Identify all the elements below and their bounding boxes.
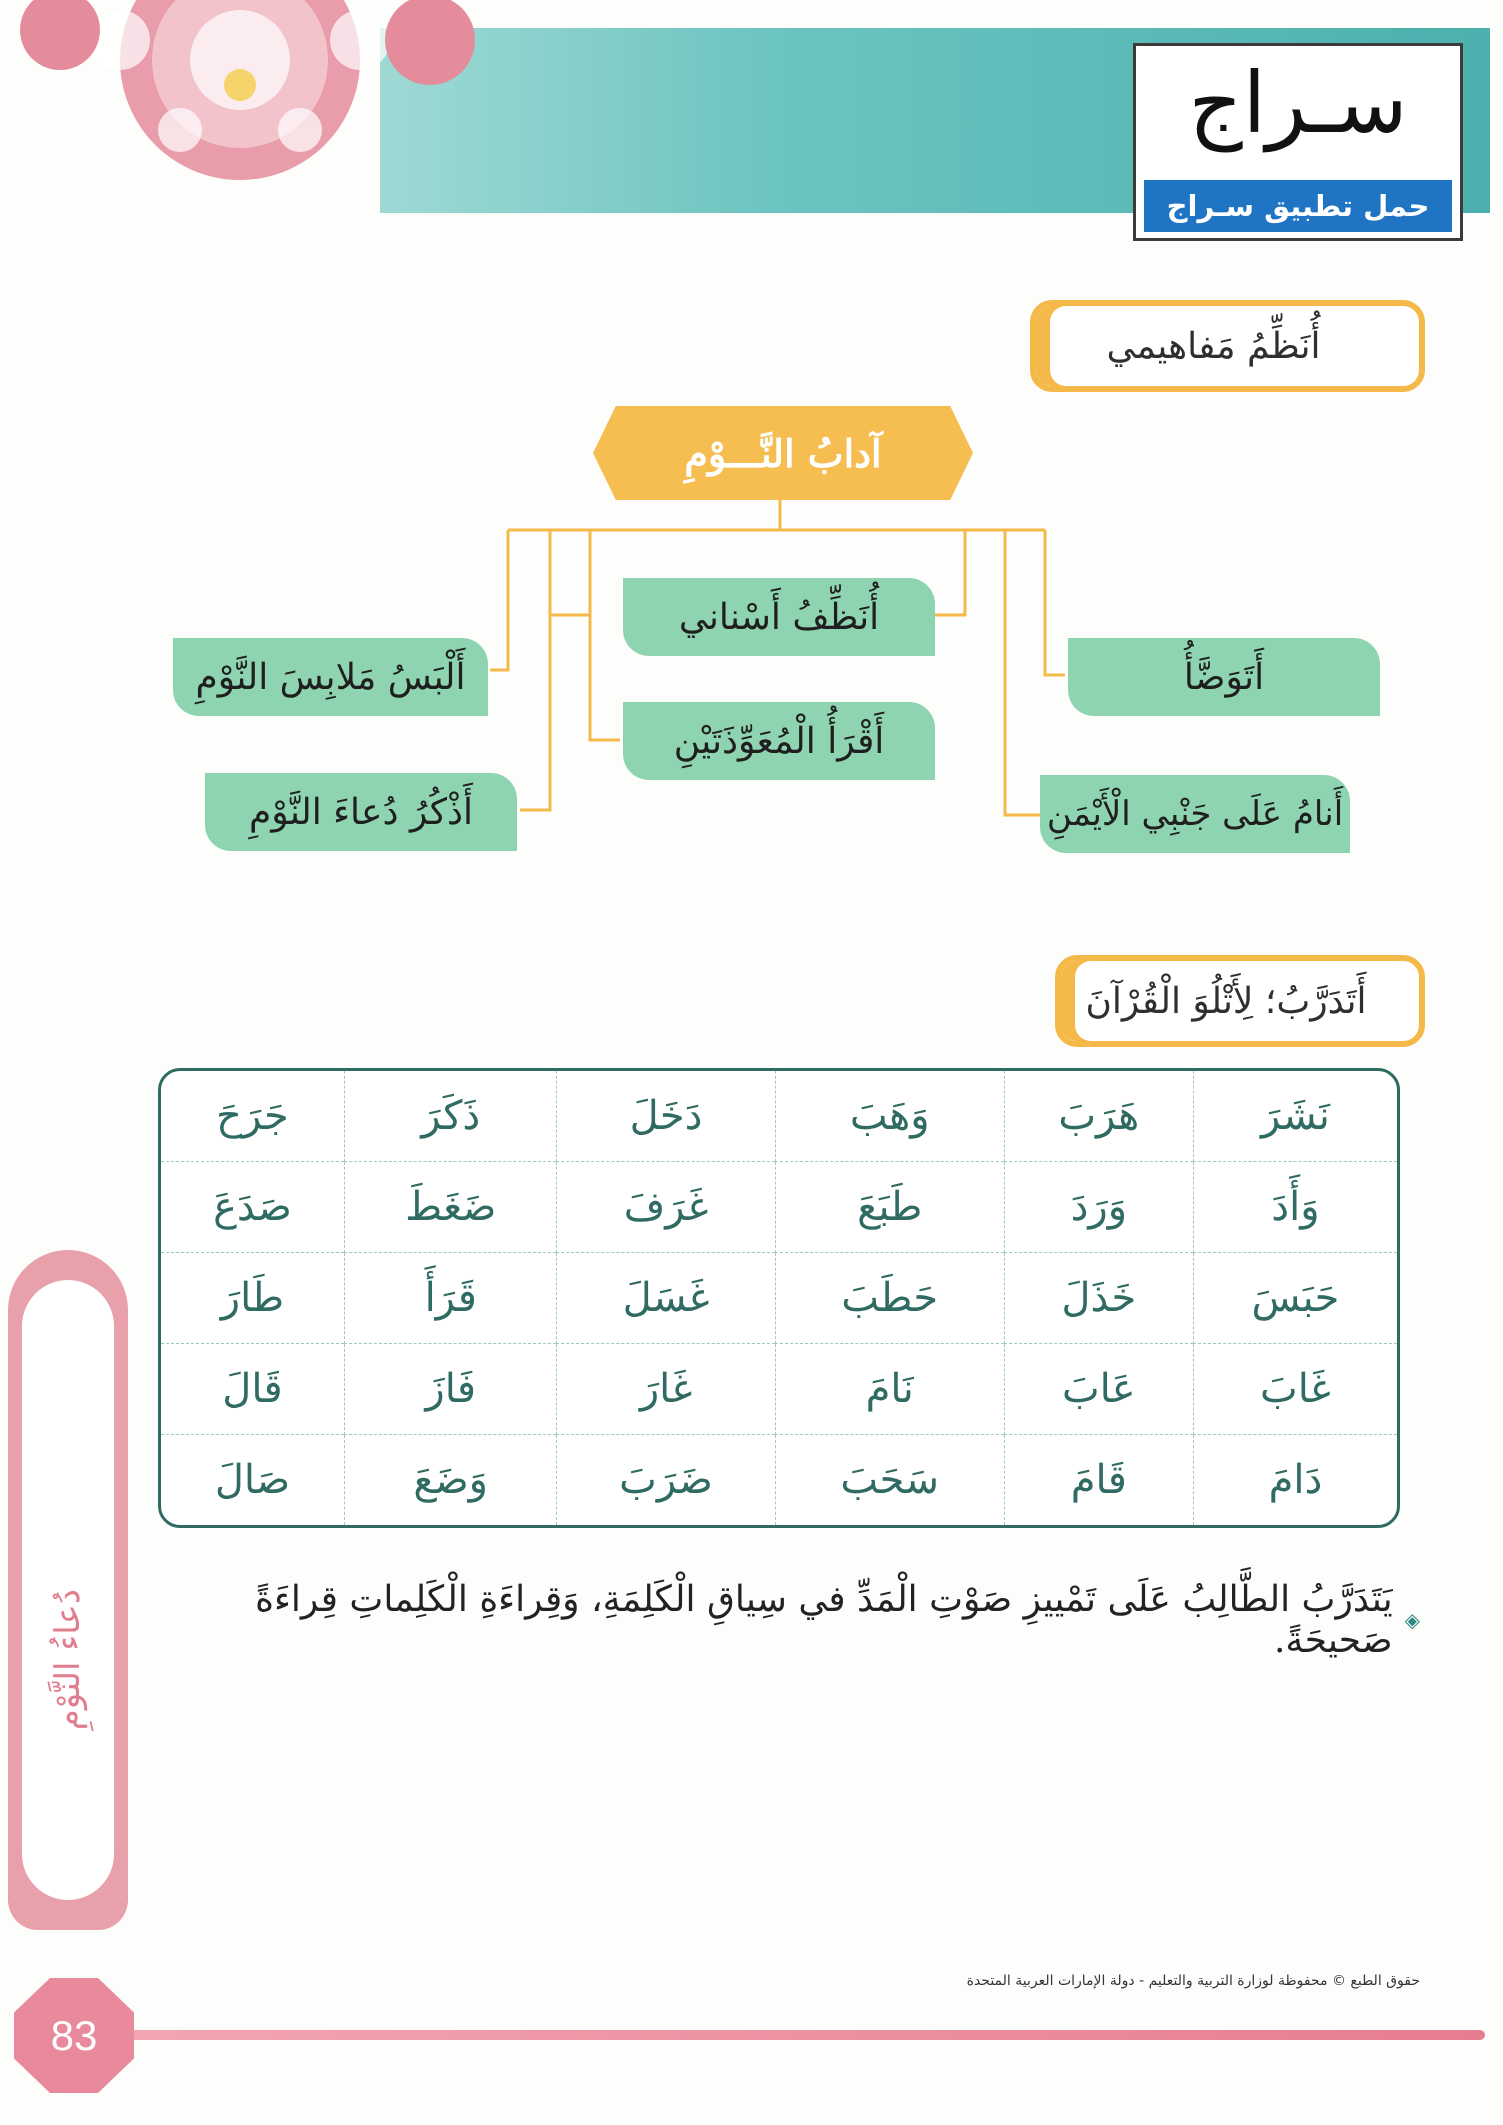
- word-cell: ذَكَرَ: [344, 1071, 557, 1161]
- word-row: [161, 1071, 1397, 1161]
- diamond-bullet-icon: ◈: [1404, 1608, 1420, 1632]
- word-cell: وَضَعَ: [344, 1435, 557, 1525]
- word-cell: فَازَ: [344, 1344, 557, 1435]
- word-cell: خَذَلَ: [1004, 1252, 1193, 1343]
- concept-center-node: [593, 406, 973, 500]
- word-cell: جَرَحَ: [161, 1071, 344, 1161]
- concepts-title: أُنَظِّمُ مَفاهيمي: [1106, 325, 1321, 367]
- page-number: 83: [50, 2011, 98, 2059]
- word-cell: نَامَ: [775, 1344, 1004, 1435]
- logo-word: سـراج: [1188, 54, 1408, 152]
- word-cell: قَالَ: [161, 1344, 344, 1435]
- word-cell: ضَرَبَ: [557, 1435, 775, 1525]
- word-cell: حَبَسَ: [1193, 1252, 1397, 1343]
- copyright-text: حقوق الطبع © محفوظة لوزارة التربية والتعليم - دولة الإمارات العربية المتحدة: [966, 1973, 1420, 1989]
- word-cell: سَحَبَ: [775, 1435, 1004, 1525]
- word-cell: وَهَبَ: [775, 1071, 1004, 1161]
- practice-title-box: [1055, 955, 1425, 1047]
- word-cell: دَخَلَ: [557, 1071, 775, 1161]
- word-row: [161, 1161, 1397, 1252]
- word-cell: غَارَ: [557, 1344, 775, 1435]
- word-cell: قَرَأَ: [344, 1252, 557, 1343]
- word-cell: صَالَ: [161, 1435, 344, 1525]
- word-cell: دَامَ: [1193, 1435, 1397, 1525]
- word-cell: طَبَعَ: [775, 1161, 1004, 1252]
- concept-node: أَقْرَأُ الْمُعَوِّذَتَيْنِ: [623, 702, 935, 780]
- word-cell: غَابَ: [1193, 1344, 1397, 1435]
- practice-title: أَتَدَرَّبُ؛ لِأَتْلُوَ الْقُرْآنَ: [1085, 980, 1367, 1022]
- logo-caption: حمل تطبيق سـراج: [1144, 180, 1452, 232]
- word-cell: صَدَعَ: [161, 1161, 344, 1252]
- concept-node: أَذْكُرُ دُعاءَ النَّوْمِ: [205, 773, 517, 851]
- side-tab: [8, 1250, 128, 1930]
- word-cell: غَسَلَ: [557, 1252, 775, 1343]
- concept-node: أَلْبَسُ مَلابِسَ النَّوْمِ: [173, 638, 488, 716]
- footer-rule: [130, 2030, 1485, 2040]
- word-cell: ضَغَطَ: [344, 1161, 557, 1252]
- concept-node: أُنَظِّفُ أَسْناني: [623, 578, 935, 656]
- word-cell: غَرَفَ: [557, 1161, 775, 1252]
- word-table: [158, 1068, 1400, 1528]
- teacher-note: [150, 1579, 1420, 1661]
- concept-node: أَنامُ عَلَى جَنْبِي الْأَيْمَنِ: [1040, 775, 1350, 853]
- word-cell: هَرَبَ: [1004, 1071, 1193, 1161]
- word-cell: طَارَ: [161, 1252, 344, 1343]
- word-row: [161, 1344, 1397, 1435]
- page-number-badge: [14, 1978, 134, 2093]
- concept-node: أَتَوَضَّأُ: [1068, 638, 1380, 716]
- note-text: يَتَدَرَّبُ الطَّالِبُ عَلَى تَمْييزِ صَوْتِ الْمَدِّ في سِياقِ الْكَلِمَةِ، وَقِراءَةِ الْكَلِماتِ قِراءَةً صَحيحَةً.: [255, 1579, 1393, 1661]
- word-row: [161, 1252, 1397, 1343]
- side-tab-label: دُعاءُ النَّوْمِ: [48, 1589, 88, 1731]
- word-row: [161, 1435, 1397, 1525]
- word-cell: وَرَدَ: [1004, 1161, 1193, 1252]
- word-cell: حَطَبَ: [775, 1252, 1004, 1343]
- concept-center-label: آدابُ النَّـــوْمِ: [684, 430, 882, 476]
- word-cell: وَأَدَ: [1193, 1161, 1397, 1252]
- word-cell: نَشَرَ: [1193, 1071, 1397, 1161]
- word-cell: قَامَ: [1004, 1435, 1193, 1525]
- word-cell: عَابَ: [1004, 1344, 1193, 1435]
